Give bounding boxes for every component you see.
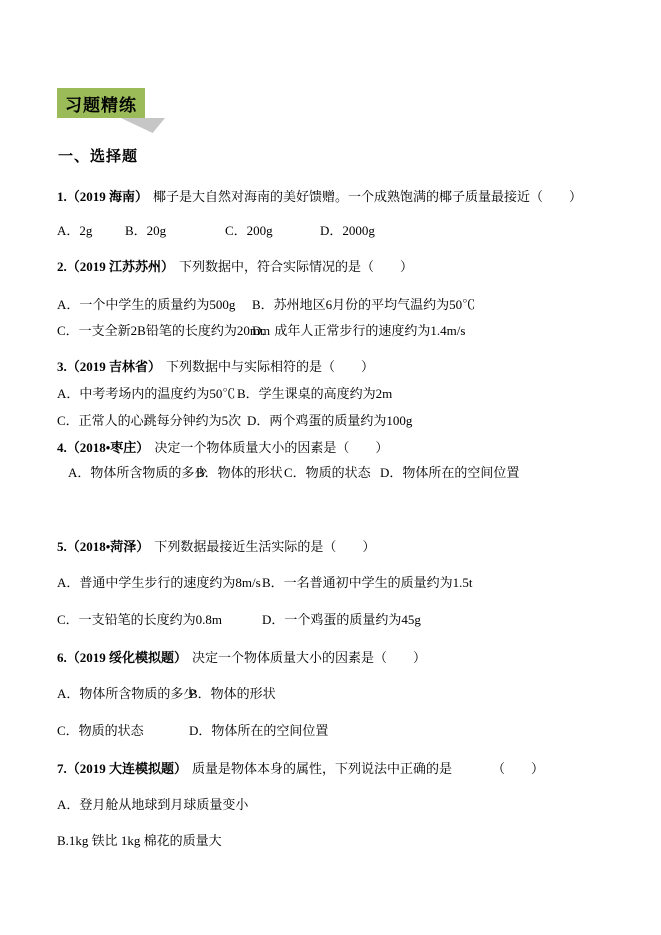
question-2-option-a: A．一个中学生的质量约为500g [57,297,236,312]
question-5-options-row-1 [57,574,473,591]
question-1-stem: 椰子是大自然对海南的美好馈赠。一个成熟饱满的椰子质量最接近（ ） [153,189,583,204]
question-3-options-row-2 [57,412,412,429]
question-4-options [68,464,519,481]
section-heading: 一、选择题 [58,149,139,165]
question-4-stem: 决定一个物体质量大小的因素是（ ） [154,440,389,455]
question-2-stem: 下列数据中，符合实际情况的是（ ） [179,259,414,274]
question-5-prefix: 5.（2018•菏泽） [57,539,150,554]
question-2-prefix: 2.（2019 江苏苏州） [57,259,175,274]
question-2-option-d: D．成年人正常步行的速度约为1.4m/s [252,323,466,338]
question-7-option-a-line [57,796,248,813]
question-6-options-row-2 [57,722,328,739]
question-1-options [57,222,375,239]
question-1-option-b: B．20g [125,223,167,238]
question-6-prefix: 6.（2019 绥化模拟题） [57,650,188,665]
question-2-options-row-1 [57,296,475,313]
question-7-option-b-line [57,832,222,849]
question-6-option-b: B．物体的形状 [189,686,276,701]
question-6-options-row-1 [57,685,276,702]
worksheet-badge [57,88,145,118]
question-5-option-b: B．一名普通初中学生的质量约为1.5t [262,575,473,590]
question-7-option-b: B.1kg 铁比 1kg 棉花的质量大 [57,833,222,848]
question-5-stem: 下列数据最接近生活实际的是（ ） [154,539,376,554]
question-1-stem-line [57,188,582,205]
question-4-option-a: A．物体所含物质的多少 [68,465,208,480]
question-3-option-b: B．学生课桌的高度约为2m [237,386,393,401]
question-4-option-d: D．物体所在的空间位置 [380,465,520,480]
question-3-stem-line [57,358,374,375]
question-5-stem-line [57,538,375,555]
question-7-option-a: A．登月舱从地球到月球质量变小 [57,797,249,812]
question-1-option-a: A．2g [57,223,93,238]
question-7-prefix: 7.（2019 大连模拟题） [57,761,188,776]
question-1-prefix: 1.（2019 海南） [57,189,149,204]
question-2-option-c: C．一支全新2B铅笔的长度约为20mm [57,323,271,338]
question-1-option-d: D．2000g [320,223,375,238]
question-6-stem-line [57,649,426,666]
question-2-option-b: B．苏州地区6月份的平均气温约为50℃ [252,297,476,312]
question-1-option-c: C．200g [225,223,273,238]
question-7-answer-bracket: （ ） [492,761,545,776]
question-3-option-a: A．中考考场内的温度约为50℃ [57,386,236,401]
question-7-stem-line [57,760,545,777]
question-6-stem: 决定一个物体质量大小的因素是（ ） [192,650,427,665]
question-5-options-row-2 [57,611,421,628]
question-4-option-b: B．物体的形状 [196,465,283,480]
question-6-option-c: C．物质的状态 [57,723,144,738]
question-2-options-row-2 [57,322,465,339]
badge-label: 习题精练 [65,95,137,115]
question-3-option-d: D．两个鸡蛋的质量约为100g [247,413,413,428]
question-5-option-d: D．一个鸡蛋的质量约为45g [262,612,421,627]
question-3-prefix: 3.（2019 吉林省） [57,359,162,374]
question-5-option-c: C．一支铅笔的长度约为0.8m [57,612,223,627]
question-4-prefix: 4.（2018•枣庄） [57,440,150,455]
question-3-stem: 下列数据中与实际相符的是（ ） [166,359,375,374]
question-4-stem-line [57,439,388,456]
question-7-stem: 质量是物体本身的属性，下列说法中正确的是 [192,761,453,776]
question-4-option-c: C．物质的状态 [284,465,371,480]
question-2-stem-line [57,258,413,275]
question-3-option-c: C．正常人的心跳每分钟约为5次 [57,413,242,428]
badge-shadow [121,118,165,133]
question-5-option-a: A．普通中学生步行的速度约为8m/s [57,575,261,590]
question-6-option-d: D．物体所在的空间位置 [189,723,329,738]
question-6-option-a: A．物体所含物质的多少 [57,686,197,701]
question-3-options-row-1 [57,385,392,402]
